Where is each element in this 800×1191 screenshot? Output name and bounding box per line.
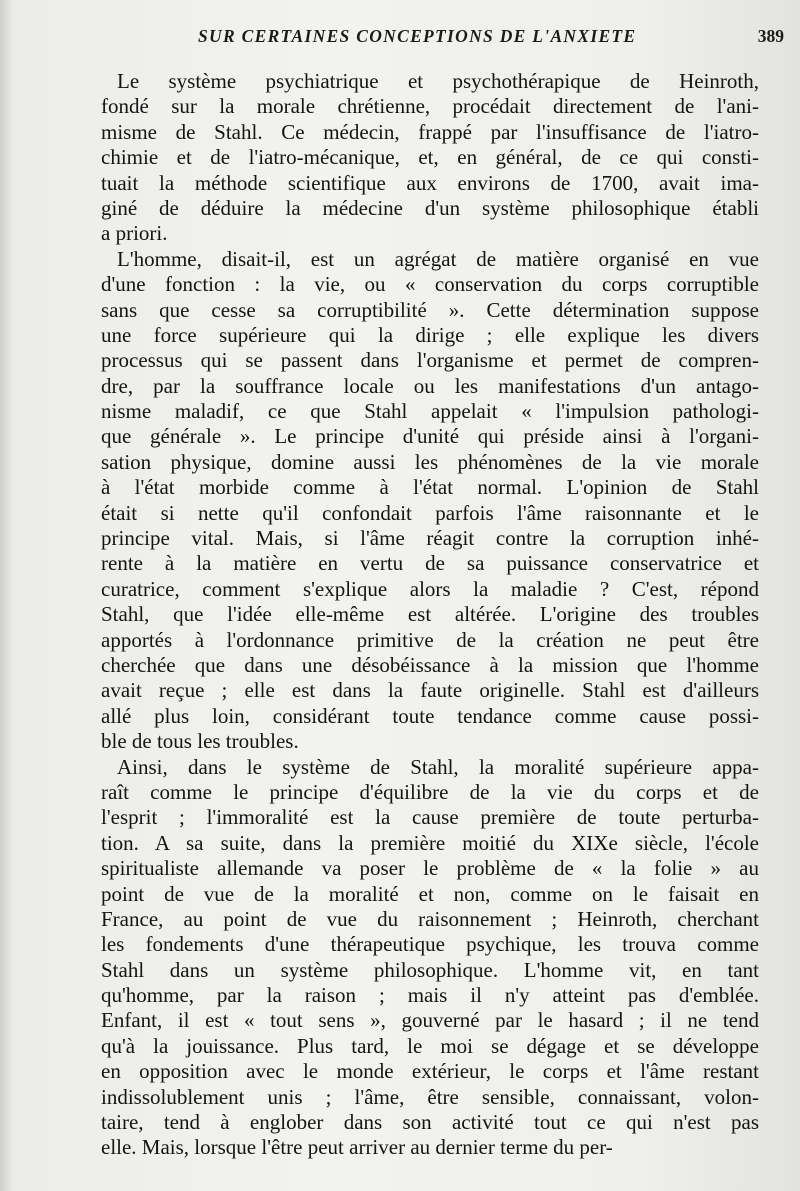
text-line: a priori. <box>101 221 168 246</box>
text-line: apportés à l'ordonnance primitive de la création ne peut être <box>101 627 759 652</box>
paragraph <box>101 247 759 755</box>
text-line: indissolublement unis ; l'âme, être sensible, connaissant, volon- <box>101 1084 759 1109</box>
text-line: tuait la méthode scientifique aux environs de 1700, avait ima- <box>101 170 759 195</box>
text-line: qu'à la jouissance. Plus tard, le moi se dégage et se développe <box>101 1033 759 1058</box>
text-line: tion. A sa suite, dans la première moitié du XIXe siècle, l'école <box>101 830 759 855</box>
text-line: allé plus loin, considérant toute tendance comme cause possi- <box>101 703 759 728</box>
text-line: principe vital. Mais, si l'âme réagit contre la corruption inhé- <box>101 526 759 551</box>
text-line: curatrice, comment s'explique alors la maladie ? C'est, répond <box>101 576 759 601</box>
page-number: 389 <box>757 26 784 46</box>
text-line: ble de tous les troubles. <box>101 729 299 754</box>
text-line: en opposition avec le monde extérieur, le corps et l'âme restant <box>101 1059 759 1084</box>
text-line: d'une fonction : la vie, ou « conservation du corps corruptible <box>101 272 759 297</box>
text-line: L'homme, disait-il, est un agrégat de matière organisé en vue <box>117 246 759 271</box>
text-line: avait reçue ; elle est dans la faute originelle. Stahl est d'ailleurs <box>101 678 759 703</box>
running-title: SUR CERTAINES CONCEPTIONS DE L'ANXIETE <box>198 26 637 46</box>
text-line: raît comme le principe d'équilibre de la vie du corps et de <box>101 779 759 804</box>
text-line: elle. Mais, lorsque l'être peut arriver au dernier terme du per- <box>101 1135 613 1160</box>
paragraph <box>101 755 759 1161</box>
paragraph <box>101 69 759 247</box>
text-line: était si nette qu'il confondait parfois l'âme raisonnante et le <box>101 500 759 525</box>
text-line: qu'homme, par la raison ; mais il n'y atteint pas d'emblée. <box>101 983 759 1008</box>
text-line: nisme maladif, ce que Stahl appelait « l'impulsion pathologi- <box>101 399 759 424</box>
text-line: Enfant, il est « tout sens », gouverné par le hasard ; il ne tend <box>101 1008 759 1033</box>
text-line: chimie et de l'iatro-mécanique, et, en général, de ce qui consti- <box>101 145 759 170</box>
text-line: une force supérieure qui la dirige ; elle explique les divers <box>101 322 759 347</box>
text-line: spiritualiste allemande va poser le problème de « la folie » au <box>101 856 759 881</box>
text-line: sans que cesse sa corruptibilité ». Cette détermination suppose <box>101 297 759 322</box>
text-line: giné de déduire la médecine d'un système philosophique établi <box>101 195 759 220</box>
text-line: cherchée que dans une désobéissance à la mission que l'homme <box>101 652 759 677</box>
page-header <box>0 26 800 52</box>
text-line: Stahl dans un système philosophique. L'homme vit, en tant <box>101 957 759 982</box>
text-line: processus qui se passent dans l'organisme et permet de compren- <box>101 348 759 373</box>
text-line: Le système psychiatrique et psychothérapique de Heinroth, <box>117 69 759 93</box>
text-line: à l'état morbide comme à l'état normal. L'opinion de Stahl <box>101 475 759 500</box>
text-line: point de vue de la moralité et non, comme on le faisait en <box>101 881 759 906</box>
text-line: fondé sur la morale chrétienne, procédait directement de l'ani- <box>101 94 759 119</box>
body-text <box>101 69 759 1161</box>
text-line: que générale ». Le principe d'unité qui préside ainsi à l'organi- <box>101 424 759 449</box>
text-line: sation physique, domine aussi les phénomènes de la vie morale <box>101 449 759 474</box>
text-line: les fondements d'une thérapeutique psychique, les trouva comme <box>101 932 759 957</box>
text-line: misme de Stahl. Ce médecin, frappé par l'insuffisance de l'iatro- <box>101 119 759 144</box>
text-line: taire, tend à englober dans son activité tout ce qui n'est pas <box>101 1110 759 1135</box>
text-line: dre, par la souffrance locale ou les manifestations d'un antago- <box>101 373 759 398</box>
text-line: rente à la matière en vertu de sa puissance conservatrice et <box>101 551 759 576</box>
text-line: Stahl, que l'idée elle-même est altérée. L'origine des troubles <box>101 602 759 627</box>
text-line: l'esprit ; l'immoralité est la cause première de toute perturba- <box>101 805 759 830</box>
text-line: France, au point de vue du raisonnement ; Heinroth, cherchant <box>101 906 759 931</box>
text-line: Ainsi, dans le système de Stahl, la moralité supérieure appa- <box>117 754 759 779</box>
